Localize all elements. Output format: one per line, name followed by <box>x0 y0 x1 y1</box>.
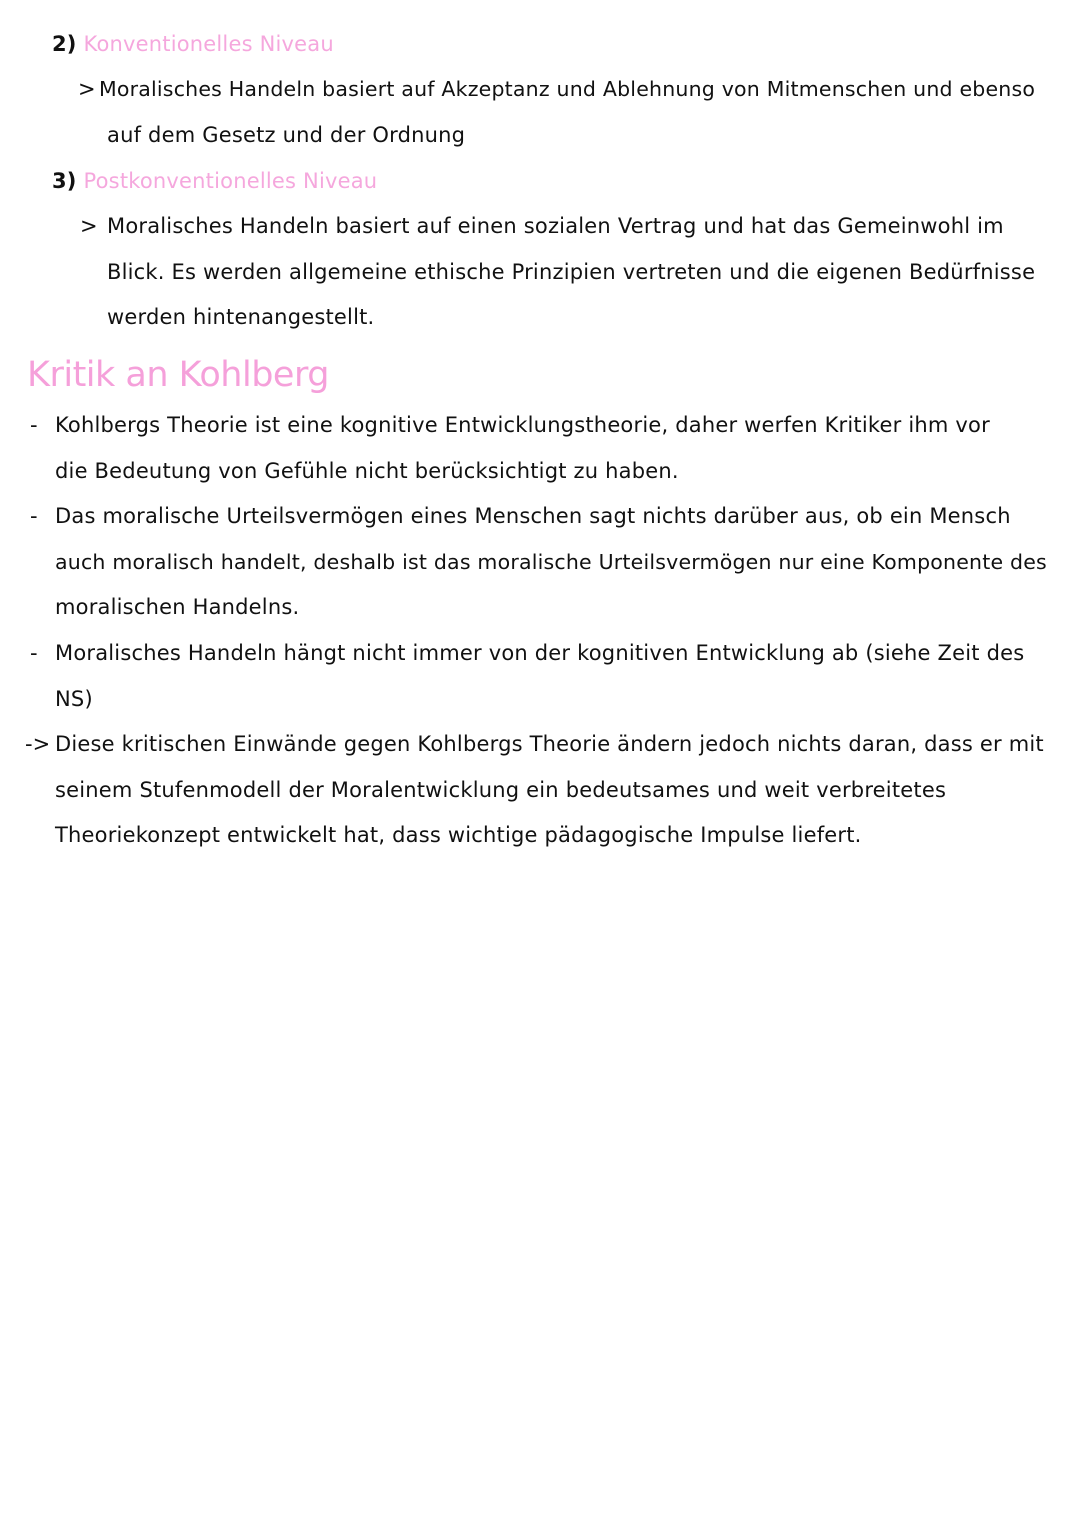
section-2-line-2: auf dem Gesetz und der Ordnung <box>107 123 466 147</box>
critique-heading: Kritik an Kohlberg <box>27 355 329 395</box>
conclusion-arrow-marker: -> <box>25 732 51 756</box>
section-3-title: Postkonventionelles Niveau <box>83 169 378 193</box>
section-2-number: 2) <box>52 32 77 56</box>
critique-point-2-line-1: Das moralische Urteilsvermögen eines Menschen sagt nichts darüber aus, ob ein Mensch <box>55 504 1011 528</box>
section-3-number: 3) <box>52 169 77 193</box>
conclusion-line-2: seinem Stufenmodell der Moralentwicklung ein bedeutsames und weit verbreitetes <box>55 778 947 802</box>
critique-point-1-line-1: Kohlbergs Theorie ist eine kognitive Entwicklungstheorie, daher werfen Kritiker ihm vor <box>55 413 990 437</box>
critique-point-2-line-2: auch moralisch handelt, deshalb ist das moralische Urteilsvermögen nur eine Komponente des <box>55 550 1047 574</box>
section-3-line-3: werden hintenangestellt. <box>107 305 375 329</box>
section-3-line-1: Moralisches Handeln basiert auf einen sozialen Vertrag und hat das Gemeinwohl im <box>107 214 1004 238</box>
critique-bullet-3: - <box>30 641 38 665</box>
critique-bullet-2: - <box>30 504 38 528</box>
section-2-marker: > <box>78 77 96 101</box>
critique-point-1-line-2: die Bedeutung von Gefühle nicht berücksichtigt zu haben. <box>55 459 679 483</box>
critique-point-3-line-1: Moralisches Handeln hängt nicht immer von der kognitiven Entwicklung ab (siehe Zeit des <box>55 641 1025 665</box>
section-3-header <box>52 166 377 196</box>
critique-point-2-line-3: moralischen Handelns. <box>55 595 300 619</box>
section-3-marker: > <box>80 214 98 238</box>
conclusion-line-1: Diese kritischen Einwände gegen Kohlbergs Theorie ändern jedoch nichts daran, dass er mit <box>55 732 1044 756</box>
critique-point-3-line-2: NS) <box>55 687 93 711</box>
section-2-title: Konventionelles Niveau <box>83 32 334 56</box>
section-3-line-2: Blick. Es werden allgemeine ethische Prinzipien vertreten und die eigenen Bedürfnisse <box>107 260 1036 284</box>
critique-bullet-1: - <box>30 413 38 437</box>
section-2-line-1: Moralisches Handeln basiert auf Akzeptanz und Ablehnung von Mitmenschen und ebenso <box>99 77 1036 101</box>
conclusion-line-3: Theoriekonzept entwickelt hat, dass wichtige pädagogische Impulse liefert. <box>55 823 862 847</box>
section-2-header <box>52 29 334 59</box>
